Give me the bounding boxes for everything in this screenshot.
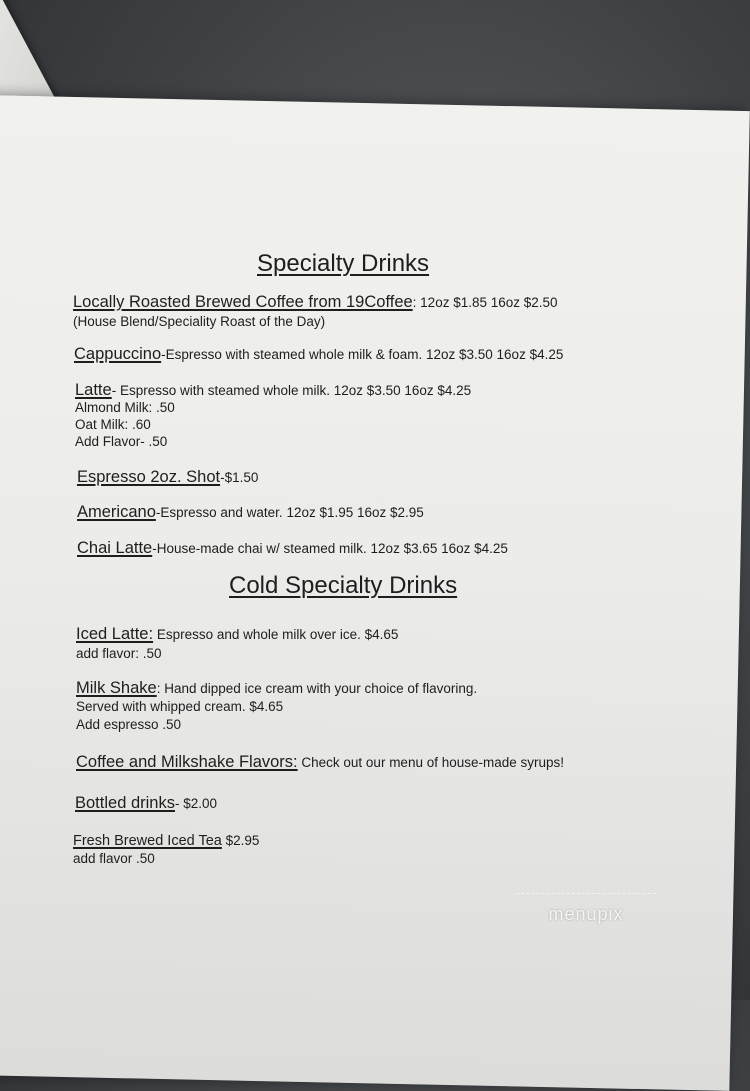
menu-item-chai-latte	[77, 539, 508, 558]
extra-whipped-cream: Served with whipped cream. $4.65	[76, 699, 284, 714]
extra-add-flavor: add flavor .50	[73, 851, 155, 866]
item-details: -$1.50	[220, 470, 259, 485]
item-name: Cappuccino	[74, 345, 162, 363]
menu-item-flavors	[76, 753, 564, 772]
item-details: : Hand dipped ice cream with your choice of flavoring.	[156, 681, 478, 696]
item-name: Locally Roasted Brewed Coffee from 19Coffee	[73, 293, 413, 311]
menu-item-iced-tea	[73, 832, 259, 868]
item-name: Fresh Brewed Iced Tea	[73, 833, 222, 849]
item-details: Espresso and whole milk over ice. $4.65	[153, 627, 399, 642]
item-details: -House-made chai w/ steamed milk. 12oz $3.65 16oz $4.25	[152, 541, 508, 556]
specialty-drinks-title: Specialty Drinks	[257, 250, 430, 277]
extra-oat-milk: Oat Milk: .60	[75, 417, 151, 432]
item-name: Espresso 2oz. Shot	[77, 468, 221, 486]
item-note: (House Blend/Speciality Roast of the Day)	[73, 314, 326, 329]
extra-almond-milk: Almond Milk: .50	[75, 400, 175, 415]
extra-add-flavor: add flavor: .50	[76, 646, 162, 661]
item-details: - $2.00	[174, 796, 217, 811]
item-details: - Espresso with steamed whole milk. 12oz $3.50 16oz $4.25	[111, 383, 472, 398]
item-details: $2.95	[221, 833, 260, 848]
menu-item-bottled-drinks	[75, 794, 217, 813]
menu-item-espresso	[77, 468, 258, 487]
item-details: -Espresso and water. 12oz $1.95 16oz $2.95	[155, 505, 424, 520]
menu-item-iced-latte	[76, 625, 398, 663]
item-name: Latte	[75, 381, 112, 399]
item-name: Milk Shake	[76, 679, 157, 697]
menu-item-brewed-coffee	[73, 293, 558, 329]
item-name: Iced Latte:	[76, 625, 154, 643]
item-details: -Espresso with steamed whole milk & foam. 12oz $3.50 16oz $4.25	[161, 347, 564, 362]
extra-add-flavor: Add Flavor- .50	[75, 434, 168, 449]
item-name: Americano	[77, 503, 156, 521]
menu-item-cappuccino	[74, 345, 563, 364]
item-name: Chai Latte	[77, 539, 153, 557]
menupix-watermark: menupix	[516, 893, 656, 934]
item-details: : 12oz $1.85 16oz $2.50	[412, 295, 558, 310]
menu-item-americano	[77, 503, 424, 522]
menu-item-milk-shake	[76, 679, 477, 734]
menu-item-latte	[75, 382, 471, 450]
item-details: Check out our menu of house-made syrups!	[297, 755, 565, 770]
cold-specialty-drinks-title: Cold Specialty Drinks	[229, 572, 458, 599]
item-name: Coffee and Milkshake Flavors:	[76, 753, 298, 771]
extra-add-espresso: Add espresso .50	[76, 717, 182, 732]
item-name: Bottled drinks	[75, 794, 175, 812]
